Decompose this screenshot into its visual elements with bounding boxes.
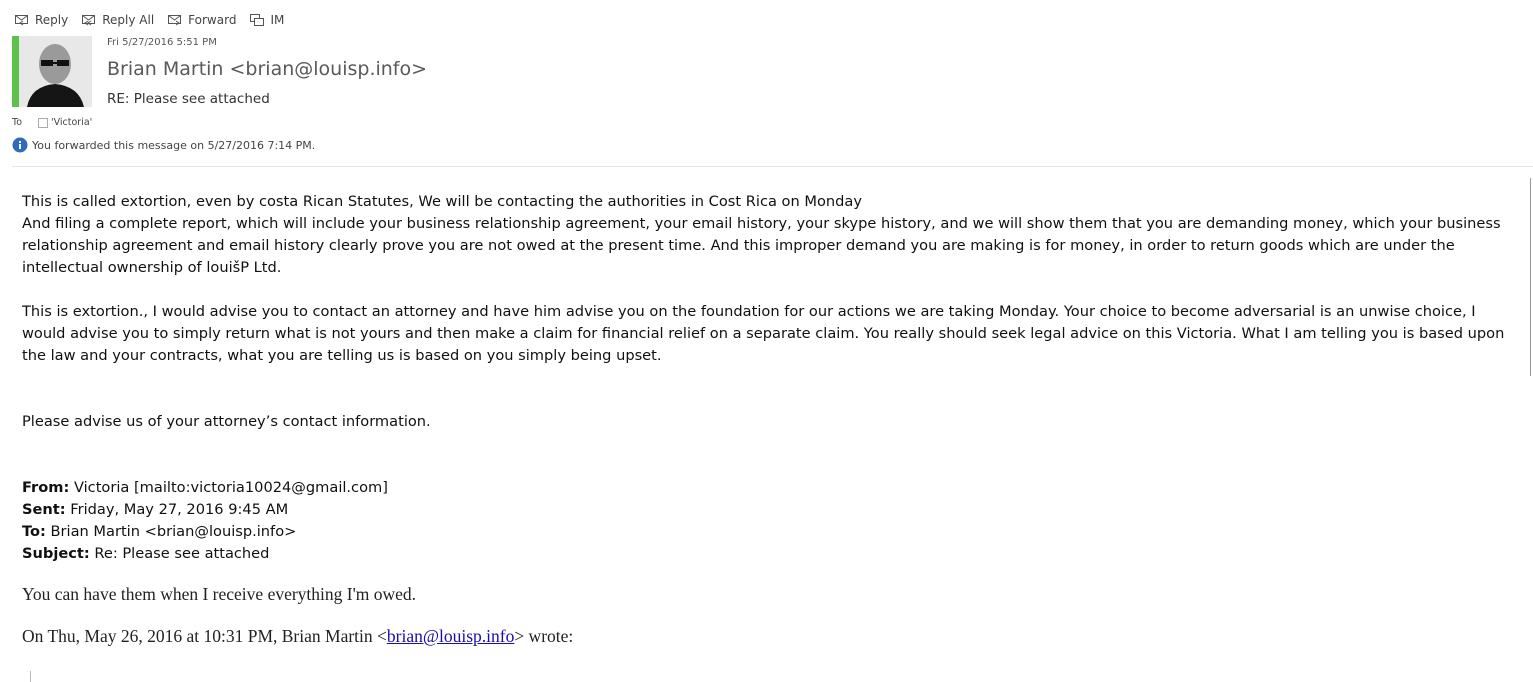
quoted-subject-label: Subject: [22,545,90,562]
quoted-attribution [22,626,573,647]
recipient-name: 'Victoria' [51,117,93,128]
reply-all-icon [81,13,97,27]
attribution-prefix: On Thu, May 26, 2016 at 10:31 PM, Brian Martin < [22,626,387,646]
sender-name[interactable]: Brian Martin <brian@louisp.info> [107,58,428,80]
quoted-sent-value: Friday, May 27, 2016 9:45 AM [65,501,289,518]
sender-email-link[interactable]: brian@louisp.info [386,626,515,646]
recipients-row [12,117,92,128]
quoted-from-label: From: [22,479,70,496]
info-icon [12,137,28,153]
reply-button[interactable] [14,13,68,27]
body-line-2: And filing a complete report, which will include your business relationship agreement, your email history, your skype history, and we will show them that you are demanding money, which your business relationship agreement and email history clearly prove you are not owed at the present time. And this improper demand you are making is for money, in order to return goods which are under the intellectual ownership of louišP Ltd. [22,215,1501,276]
quote-bar [30,671,31,682]
quoted-subject-value: Re: Please see attached [89,545,270,562]
avatar[interactable] [19,36,92,107]
quoted-message: You can have them when I receive everything I'm owed. [22,584,417,604]
forwarded-notice: You forwarded this message on 5/27/2016 7:14 PM. [32,138,316,152]
reply-all-button[interactable] [81,13,154,27]
quoted-sent-label: Sent: [22,501,66,518]
presence-indicator [12,36,19,107]
message-date: Fri 5/27/2016 5:51 PM [107,37,217,48]
quoted-to-value: Brian Martin <brian@louisp.info> [45,523,297,540]
im-button[interactable] [249,13,284,27]
message-body [22,191,1522,565]
body-line-1: This is called extortion, even by costa Rican Statutes, We will be contacting the authorities in Cost Rica on Monday [22,193,862,210]
quoted-subject [22,543,1522,565]
quoted-from-value: Victoria [mailto:victoria10024@gmail.com] [69,479,388,496]
reply-icon [14,13,30,27]
to-label: To [12,117,23,128]
quoted-to [22,521,1522,543]
recipient-victoria[interactable] [38,117,92,128]
info-bar [12,137,315,153]
message-toolbar [14,11,297,29]
message-subject: RE: Please see attached [107,91,270,107]
header-divider [12,166,1533,167]
forward-label: Forward [188,13,237,27]
scrollbar[interactable] [1530,178,1531,376]
body-paragraph-2: This is extortion., I would advise you to contact an attorney and have him advise you on the foundation for our actions we are taking Monday. Your choice to become adversarial is an unwise choice, I would advise you to simply return what is not yours and then make a claim for financial relief on a separate claim. You really should seek legal advice on this Victoria. What I am telling you is based upon the law and your contracts, what you are telling us is based on you simply being upset. [22,303,1505,364]
sender-photo [19,36,92,107]
im-icon [249,13,265,27]
forward-button[interactable] [167,13,236,27]
im-label: IM [270,13,285,27]
body-paragraph-3: Please advise us of your attorney’s contact information. [22,413,431,430]
quoted-header [22,477,1522,565]
forward-icon [167,13,183,27]
reply-all-label: Reply All [102,13,155,27]
recipient-checkbox-icon [38,118,48,128]
reply-label: Reply [35,13,69,27]
quoted-from [22,477,1522,499]
quoted-sent [22,499,1522,521]
quoted-to-label: To: [22,523,46,540]
attribution-suffix: > wrote: [514,626,574,646]
